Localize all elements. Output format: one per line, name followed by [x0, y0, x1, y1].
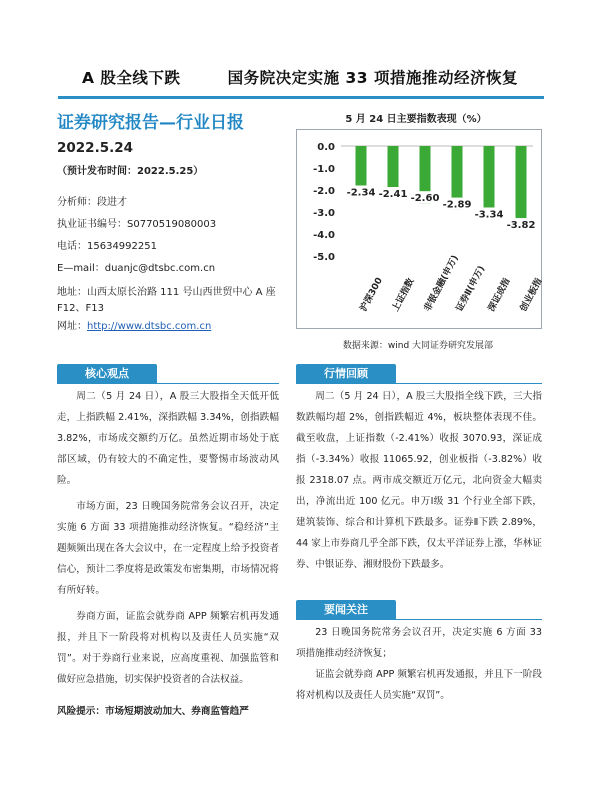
y-tick-label: -1.0 [313, 164, 335, 175]
news-heading: 要闻关注 [296, 600, 396, 620]
email-label: E—mail： [57, 263, 105, 274]
y-tick-label: -3.0 [313, 208, 335, 219]
page-headline: A 股全线下跌 国务院决定实施 33 项措施推动经济恢复 [82, 69, 518, 87]
report-date: 2022.5.24 [57, 140, 134, 156]
core-view-paragraph-2: 市场方面，23 日晚国务院常务会议召开，决定实施 6 方面 33 项措施推动经济恢复。“稳经济”主题频频出现在各大会议中，在一定程度上给予投资者信心，预计二季度将是政策发布密集期，市场情况将有所好转。 [57, 501, 279, 596]
x-tick-label: 上证指数 [390, 276, 417, 314]
news-rule [296, 619, 542, 620]
email-line [57, 259, 215, 274]
y-tick-label: -4.0 [313, 230, 335, 241]
address-line-2: F12、F13 [57, 303, 104, 314]
core-view-heading: 核心观点 [57, 364, 157, 384]
x-tick-label: 沪深300 [358, 276, 385, 314]
report-title: 证券研究报告—行业日报 [57, 113, 244, 133]
x-tick-label: 深证成指 [486, 276, 513, 314]
header-rule [58, 96, 544, 99]
index-bar-chart [297, 130, 545, 328]
x-tick-label: 证券Ⅱ(申万) [454, 264, 488, 314]
market-review-paragraph: 周二（5 月 24 日），A 股三大股指全线下跌，三大指数跌幅均超 2%，创指跌幅近 4%，板块整体表现不佳。截至收盘，上证指数（-2.41%）收报 3070.93，深证成指（-3.34%）收报 11065.92，创业板指（-3.82%）收报 2318.07 点。两市成交额近万亿元，北向资金大幅卖出，净流出近 100 亿元。申万Ⅰ级 31 个行业全部下跌，建筑装饰、综合和计算机下跌最多。证券Ⅱ下跌 2.89%，44 家上市券商几乎全部下跌，仅太平洋证券上涨，华林证券、中银证券、湘财股份下跌最多。 [296, 391, 542, 570]
bar-value-label: -2.34 [346, 187, 376, 199]
core-view-paragraph-3: 券商方面，证监会就券商 APP 频繁宕机再发通报，并且下一阶段将对机构以及责任人员实施“双罚”。对于券商行业来说，应高度重视、加强监管和做好应急措施，切实保护投资者的合法权益。 [57, 611, 279, 685]
chart-title: 5 月 24 日主要指数表现（%） [345, 114, 487, 125]
bar-value-label: -2.41 [378, 189, 408, 201]
x-tick-label: 创业板指 [518, 276, 545, 314]
website-line [57, 317, 211, 332]
x-tick-label: 非银金融(申万) [422, 253, 461, 314]
website-link[interactable]: http://www.dtsbc.com.cn [87, 321, 212, 332]
bar-value-label: -3.82 [506, 220, 536, 232]
risk-warning: 风险提示：市场短期波动加大、券商监管趋严 [57, 706, 249, 717]
bar-6 [516, 146, 527, 230]
news-paragraph-1: 23 日晚国务院常务会议召开，决定实施 6 方面 33 项措施推动经济恢复； [296, 627, 542, 659]
website-label: 网址： [57, 321, 87, 332]
chart-source: 数据来源：wind 大同证券研究发展部 [342, 341, 494, 351]
address-line-1: 地址：山西太原长治路 111 号山西世贸中心 A 座 [57, 287, 276, 298]
bar-value-label: -2.60 [410, 193, 440, 205]
cert-number: 执业证书编号：S0770519080003 [57, 219, 217, 230]
analyst-name: 分析师：段进才 [57, 197, 127, 208]
chart-frame [296, 129, 545, 329]
news-paragraph-2: 证监会就券商 APP 频繁宕机再发通报，并且下一阶段将对机构以及责任人员实施“双罚”。 [296, 669, 542, 701]
email-address: duanjc@dtsbc.com.cn [104, 263, 216, 274]
y-tick-label: -2.0 [313, 186, 335, 197]
y-tick-label: -5.0 [313, 252, 335, 263]
bar-value-label: -3.34 [474, 209, 504, 221]
phone: 电话：15634992251 [57, 241, 157, 252]
market-review-heading: 行情回顾 [296, 364, 396, 384]
y-tick-label: 0.0 [317, 142, 335, 153]
core-view-rule [57, 383, 279, 384]
publish-time: （预计发布时间：2022.5.25） [57, 166, 204, 177]
market-review-rule [296, 383, 542, 384]
core-view-paragraph-1: 周二（5 月 24 日），A 股三大股指全天低开低走，上指跌幅 2.41%，深指跌幅 3.34%，创指跌幅 3.82%，市场成交额约万亿。虽然近期市场处于底部区域，仍有较大的不确定性，要警惕市场波动风险。 [57, 391, 279, 486]
bar-value-label: -2.89 [442, 199, 472, 211]
